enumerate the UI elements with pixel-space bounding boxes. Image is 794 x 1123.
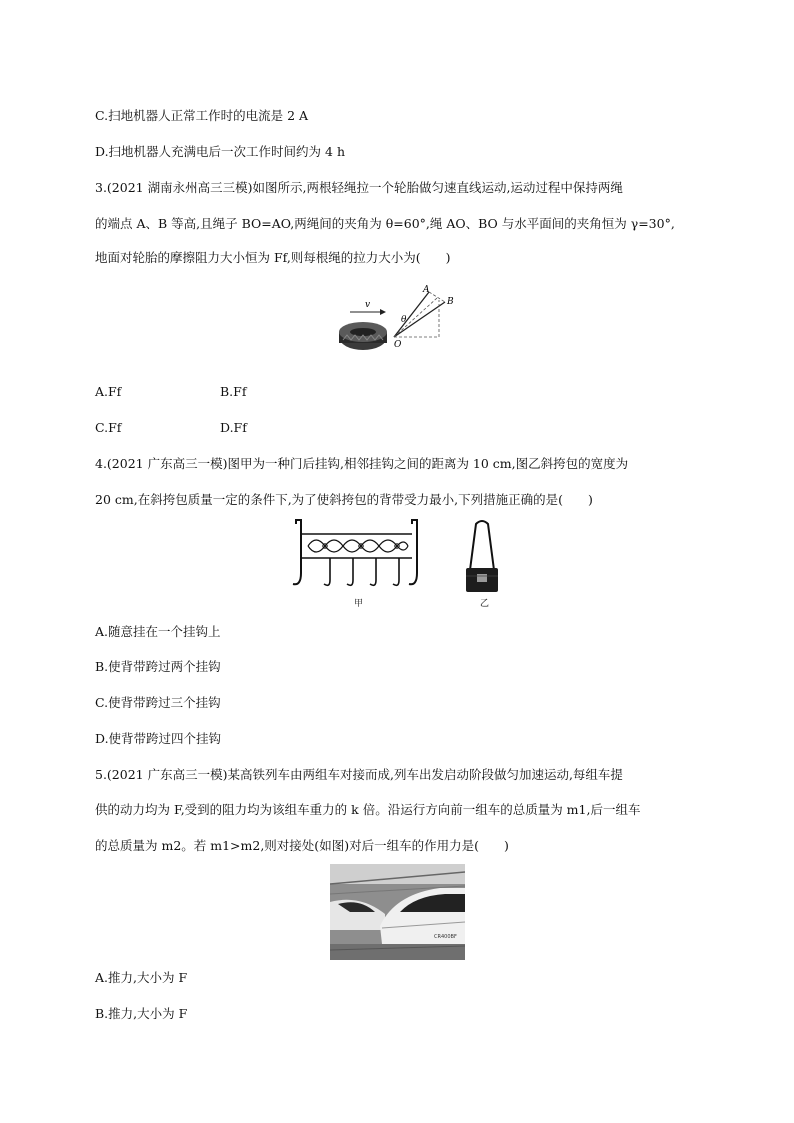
q3-stem-line2: 的端点 A、B 等高,且绳子 BO=AO,两绳间的夹角为 θ=60°,绳 AO、BO 与水平面间的夹角恒为 γ=30°, [95, 216, 675, 231]
q5-stem-line3: 的总质量为 m2。若 m1>m2,则对接处(如图)对后一组车的作用力是( ) [95, 838, 509, 853]
q3-option-c: C.Ff [95, 420, 122, 435]
caption-jia: 甲 [354, 599, 364, 609]
q4-option-d: D.使背带跨过四个挂钩 [95, 731, 222, 746]
q3-option-a: A.Ff [95, 384, 122, 399]
bag-strap [470, 521, 494, 570]
q3-option-d: D.Ff [220, 420, 247, 435]
q2-option-d: D.扫地机器人充满电后一次工作时间约为 4 h [95, 144, 346, 159]
q3-options-row2 [95, 420, 247, 436]
q5-stem-line2: 供的动力均为 F,受到的阻力均为该组车重力的 k 倍。沿运行方向前一组车的总质量为 m1,后一组车 [95, 802, 641, 817]
q5-stem-line1: 5.(2021 广东高三一模)某高铁列车由两组车对接而成,列车出发启动阶段做匀加速运动,每组车提 [95, 767, 623, 782]
q3-stem-line3: 地面对轮胎的摩擦阻力大小恒为 Ff,则每根绳的拉力大小为( ) [95, 250, 451, 265]
label-b: B [447, 297, 454, 307]
label-a: A [423, 285, 430, 295]
q4-stem-line1: 4.(2021 广东高三一模)图甲为一种门后挂钩,相邻挂钩之间的距离为 10 cm,图乙斜挎包的宽度为 [95, 456, 629, 471]
q4-option-b: B.使背带跨过两个挂钩 [95, 659, 221, 674]
q5-option-a: A.推力,大小为 F [95, 970, 188, 985]
caption-yi: 乙 [480, 599, 490, 609]
q5-option-b: B.推力,大小为 F [95, 1006, 188, 1021]
train-number: CR400BF [434, 934, 457, 940]
door-hook-figure [288, 518, 428, 593]
label-v: v [365, 300, 371, 310]
q3-options-row1 [95, 384, 247, 400]
label-o: O [394, 340, 402, 350]
q3-option-b: B.Ff [220, 384, 247, 399]
tire-rope-figure [325, 280, 465, 360]
q4-stem-line2: 20 cm,在斜挎包质量一定的条件下,为了使斜挎包的背带受力最小,下列措施正确的是( ) [95, 492, 593, 507]
rope-ao [394, 292, 429, 337]
q3-stem-line1: 3.(2021 湖南永州高三三模)如图所示,两根轻绳拉一个轮胎做匀速直线运动,运动过程中保持两绳 [95, 180, 623, 195]
high-speed-train-photo [330, 864, 465, 960]
q4-option-c: C.使背带跨过三个挂钩 [95, 695, 221, 710]
label-theta: θ [401, 315, 407, 325]
q2-option-c: C.扫地机器人正常工作时的电流是 2 A [95, 108, 309, 123]
crossbody-bag-figure [462, 518, 502, 596]
q4-option-a: A.随意挂在一个挂钩上 [95, 624, 221, 639]
